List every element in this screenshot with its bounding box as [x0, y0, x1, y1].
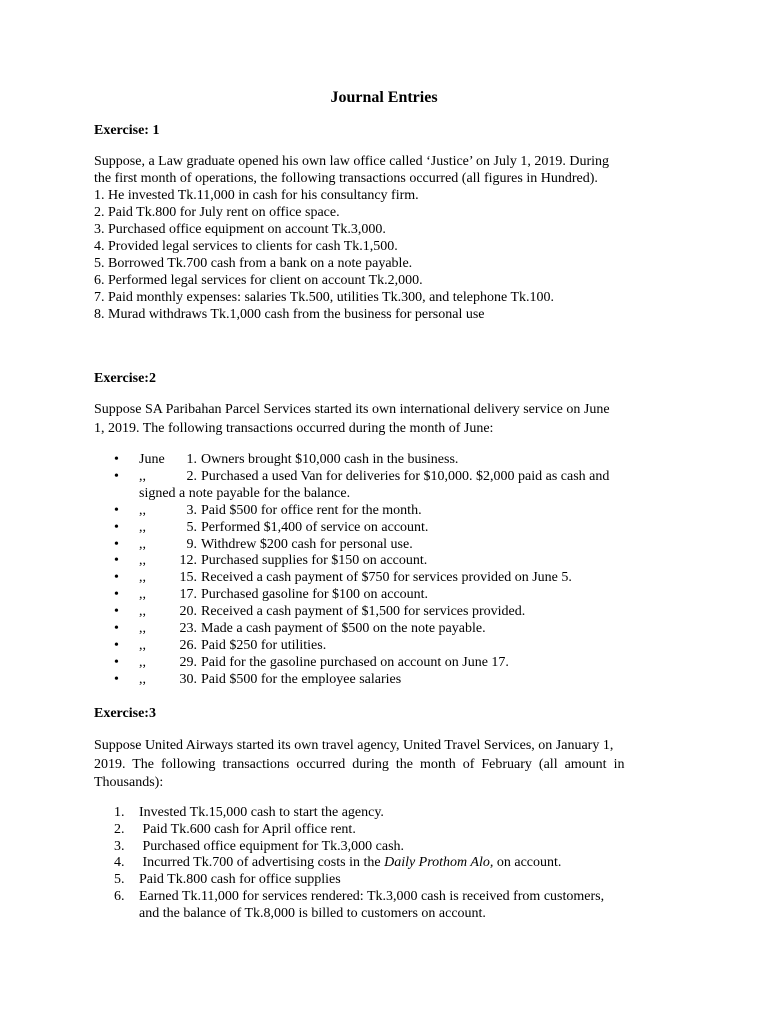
bullet-marker: • — [114, 637, 119, 653]
exercise-1-text — [94, 153, 674, 323]
exercise-3-heading: Exercise:3 — [94, 706, 156, 721]
exercise-1-item: 5. Borrowed Tk.700 cash from a bank on a note payable. — [94, 256, 413, 271]
exercise-1-heading: Exercise: 1 — [94, 123, 160, 138]
transaction-date: ,, — [139, 502, 146, 518]
bullet-marker: • — [114, 502, 119, 518]
item-number: 3. — [114, 838, 125, 854]
transaction-text: Purchased a used Van for deliveries for $10,000. $2,000 paid as cash and — [201, 468, 610, 484]
item-text: Paid Tk.800 cash for office supplies — [139, 872, 341, 888]
item-number: 4. — [114, 855, 125, 871]
exercise-1-item: 3. Purchased office equipment on account Tk.3,000. — [94, 222, 386, 237]
list-item — [94, 822, 674, 839]
list-item — [94, 587, 674, 604]
exercise-1-item: 4. Provided legal services to clients for cash Tk.1,500. — [94, 239, 398, 254]
item-number: 6. — [114, 888, 125, 904]
list-item — [94, 503, 674, 520]
bullet-marker: • — [114, 519, 119, 535]
list-item — [94, 889, 674, 923]
exercise-3-intro-line: Suppose United Airways started its own travel agency, United Travel Services, on January 1, — [94, 738, 614, 753]
transaction-text: Withdrew $200 cash for personal use. — [201, 536, 413, 552]
transaction-day: 15. — [179, 570, 197, 586]
item-text: Incurred Tk.700 of advertising costs in the — [139, 855, 385, 871]
exercise-1-item: 6. Performed legal services for client on account Tk.2,000. — [94, 273, 423, 288]
transaction-date: June — [139, 452, 165, 467]
bullet-marker: • — [114, 452, 119, 467]
transaction-day: 23. — [179, 621, 197, 637]
list-item — [94, 805, 674, 822]
list-item — [94, 570, 674, 587]
exercise-2-intro-line: Suppose SA Paribahan Parcel Services started its own international delivery service on June — [94, 402, 610, 417]
transaction-date: ,, — [139, 621, 146, 637]
item-text: Purchased office equipment for Tk.3,000 cash. — [139, 838, 405, 854]
exercise-3-intro — [94, 737, 674, 793]
exercise-1-item: 7. Paid monthly expenses: salaries Tk.500, utilities Tk.300, and telephone Tk.100. — [94, 290, 554, 305]
list-item — [94, 553, 674, 570]
transaction-date: ,, — [139, 468, 146, 484]
item-number: 5. — [114, 872, 125, 888]
bullet-marker: • — [114, 468, 119, 484]
transaction-day: 3. — [186, 502, 197, 518]
exercise-1-intro-line: the first month of operations, the following transactions occurred (all figures in Hundred). — [94, 171, 598, 186]
bullet-marker: • — [114, 604, 119, 620]
transaction-date: ,, — [139, 654, 146, 670]
list-item — [94, 621, 674, 638]
transaction-text: Paid $500 for the employee salaries — [201, 671, 402, 687]
transaction-text-continued: signed a note payable for the balance. — [139, 485, 351, 501]
transaction-date: ,, — [139, 519, 146, 535]
transaction-text: Made a cash payment of $500 on the note payable. — [201, 621, 486, 637]
item-number: 1. — [114, 805, 125, 820]
transaction-text: Received a cash payment of $750 for services provided on June 5. — [201, 570, 572, 586]
transaction-date: ,, — [139, 637, 146, 653]
transaction-day: 12. — [179, 553, 197, 569]
bullet-marker: • — [114, 570, 119, 586]
item-text-after: on account. — [493, 855, 562, 871]
transaction-day: 2. — [186, 468, 197, 484]
exercise-1-item: 1. He invested Tk.11,000 in cash for his consultancy firm. — [94, 188, 419, 203]
transaction-day: 29. — [179, 654, 197, 670]
transaction-day: 20. — [179, 604, 197, 620]
transaction-day: 26. — [179, 637, 197, 653]
transaction-date: ,, — [139, 553, 146, 569]
transaction-date: ,, — [139, 536, 146, 552]
list-item — [94, 839, 674, 856]
transaction-date: ,, — [139, 671, 146, 687]
bullet-marker: • — [114, 587, 119, 603]
transaction-day: 5. — [186, 519, 197, 535]
exercise-2-transactions — [94, 452, 674, 689]
item-text-continued: and the balance of Tk.8,000 is billed to customers on account. — [139, 905, 486, 921]
exercise-1-item: 2. Paid Tk.800 for July rent on office space. — [94, 205, 340, 220]
transaction-day: 30. — [179, 671, 197, 687]
list-item — [94, 604, 674, 621]
transaction-text: Received a cash payment of $1,500 for services provided. — [201, 604, 526, 620]
list-item — [94, 655, 674, 672]
transaction-text: Owners brought $10,000 cash in the business. — [201, 452, 459, 467]
list-item — [94, 638, 674, 655]
list-item — [94, 452, 674, 469]
transaction-date: ,, — [139, 587, 146, 603]
transaction-text: Paid for the gasoline purchased on account on June 17. — [201, 654, 509, 670]
exercise-2-intro-line: 1, 2019. The following transactions occurred during the month of June: — [94, 420, 494, 436]
exercise-3-intro-line: Thousands): — [94, 775, 164, 790]
bullet-marker: • — [114, 621, 119, 637]
bullet-marker: • — [114, 671, 119, 687]
list-item — [94, 520, 674, 537]
item-text: Invested Tk.15,000 cash to start the agency. — [139, 805, 384, 820]
bullet-marker: • — [114, 654, 119, 670]
item-text: Earned Tk.11,000 for services rendered: Tk.3,000 cash is received from customers, — [139, 888, 605, 904]
exercise-3-transactions — [94, 805, 674, 923]
bullet-marker: • — [114, 536, 119, 552]
transaction-date: ,, — [139, 604, 146, 620]
item-text: Paid Tk.600 cash for April office rent. — [139, 821, 356, 837]
exercise-3-intro-line: 2019. The following transactions occurred during the month of February (all amount in — [94, 756, 625, 772]
exercise-1-intro-line: Suppose, a Law graduate opened his own law office called ‘Justice’ on July 1, 2019. During — [94, 154, 610, 169]
list-item — [94, 872, 674, 889]
transaction-text: Purchased gasoline for $100 on account. — [201, 587, 429, 603]
list-item — [94, 469, 674, 503]
transaction-text: Purchased supplies for $150 on account. — [201, 553, 428, 569]
list-item — [94, 537, 674, 554]
exercise-2-heading: Exercise:2 — [94, 371, 156, 386]
transaction-text: Paid $500 for office rent for the month. — [201, 502, 422, 518]
transaction-day: 17. — [179, 587, 197, 603]
exercise-1-item: 8. Murad withdraws Tk.1,000 cash from the business for personal use — [94, 307, 485, 322]
list-item — [94, 672, 674, 689]
transaction-day: 9. — [186, 536, 197, 552]
list-item — [94, 855, 674, 872]
transaction-date: ,, — [139, 570, 146, 586]
transaction-day: 1. — [186, 452, 197, 467]
bullet-marker: • — [114, 553, 119, 569]
item-number: 2. — [114, 821, 125, 837]
exercise-2-intro — [94, 401, 674, 438]
document-title: Journal Entries — [330, 89, 438, 106]
transaction-text: Performed $1,400 of service on account. — [201, 519, 429, 535]
newspaper-name: Daily Prothom Alo, — [384, 855, 494, 871]
transaction-text: Paid $250 for utilities. — [201, 637, 327, 653]
